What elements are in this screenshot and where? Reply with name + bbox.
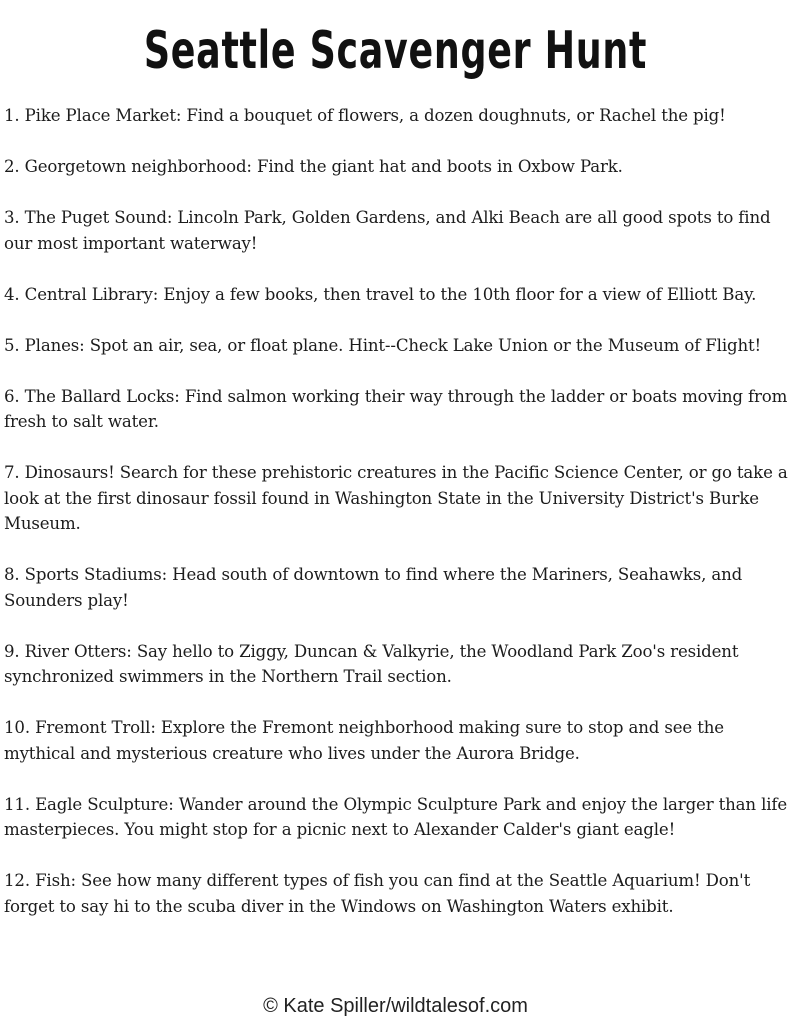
list-item: 4. Central Library: Enjoy a few books, then travel to the 10th floor for a view of Elliott Bay. (4, 284, 757, 304)
list-item: 3. The Puget Sound: Lincoln Park, Golden Gardens, and Alki Beach are all good spots to find our most important waterway! (4, 208, 771, 253)
page-title: Seattle Scavenger Hunt (143, 21, 648, 81)
hunt-list (4, 103, 788, 919)
list-item: 11. Eagle Sculpture: Wander around the Olympic Sculpture Park and enjoy the larger than life masterpieces. You might stop for a picnic next to Alexander Calder's giant eagle! (4, 794, 788, 839)
list-item: 6. The Ballard Locks: Find salmon working their way through the ladder or boats moving from fresh to salt water. (4, 386, 788, 431)
list-item: 1. Pike Place Market: Find a bouquet of flowers, a dozen doughnuts, or Rachel the pig! (4, 106, 726, 125)
list-item: 9. River Otters: Say hello to Ziggy, Duncan & Valkyrie, the Woodland Park Zoo's resident synchronized swimmers in the Northern Trail section. (4, 641, 739, 686)
list-item: 12. Fish: See how many different types of fish you can find at the Seattle Aquarium! Don't forget to say hi to the scuba diver in the Windows on Washington Waters exhibit. (4, 871, 751, 916)
list-item: 5. Planes: Spot an air, sea, or float plane. Hint--Check Lake Union or the Museum of Flight! (4, 335, 762, 355)
list-item: 7. Dinosaurs! Search for these prehistoric creatures in the Pacific Science Center, or go take a look at the first dinosaur fossil found in Washington State in the University District's Burke Museum. (4, 463, 788, 533)
copyright-footer: © Kate Spiller/wildtalesof.com (263, 995, 528, 1017)
list-item: 8. Sports Stadiums: Head south of downtown to find where the Mariners, Seahawks, and Sounders play! (4, 565, 743, 610)
list-item: 2. Georgetown neighborhood: Find the giant hat and boots in Oxbow Park. (4, 157, 623, 176)
list-item: 10. Fremont Troll: Explore the Fremont neighborhood making sure to stop and see the mythical and mysterious creature who lives under the Aurora Bridge. (4, 718, 724, 763)
